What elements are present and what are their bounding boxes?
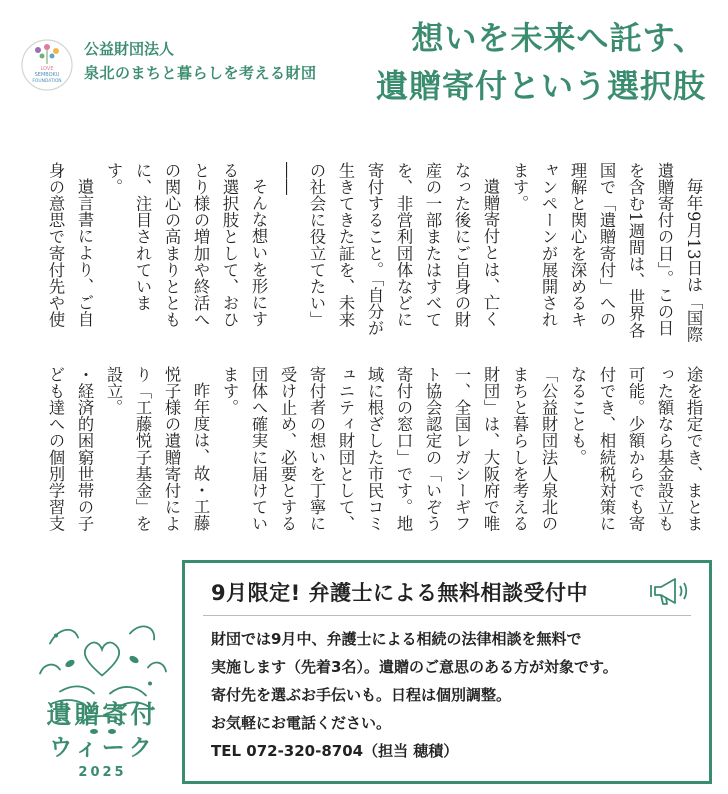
notice-line: 寄付先を選ぶお手伝いも。日程は個別調整。: [211, 686, 512, 704]
article-paragraph: 毎年9月13日は「国際遺贈寄付の日」。この日を含む1週間は、世界各国で「遺贈寄付」への理解と関心を深めるキャンペーンが展開されます。: [510, 162, 703, 343]
page-title: [376, 14, 706, 110]
notice-line: 実施します（先着3名）。遺贈のご意思のある方が対象です。: [211, 658, 618, 676]
headline-line2: 遺贈寄付という選択肢: [375, 67, 706, 105]
org-title: 泉北のまちと暮らしを考える財団: [84, 64, 317, 82]
megaphone-icon: [649, 573, 691, 609]
heart-icon: [85, 643, 119, 676]
article-body: [18, 162, 708, 547]
headline-line1: 想いを未来へ託す、: [411, 19, 706, 57]
notice-body: [211, 625, 695, 765]
notice-title: 9月限定! 弁護士による無料相談受付中: [211, 581, 588, 605]
article-paragraph: 「公益財団法人泉北のまちと暮らしを考える財団」は、大阪府で唯一、全国レガシーギフト協会認定の「いぞう寄付の窓口」です。地域に根ざした市民コミュニティ財団として、寄付者の想いを丁寧に受け止め、必要とする団体へ確実に届けています。: [220, 366, 558, 532]
phone-number: TEL 072-320-8704（担当 穂積）: [211, 742, 459, 760]
consultation-notice: [182, 560, 712, 784]
article-list-item: ・経済的困窮世帯の子ども達への個別学習支: [46, 366, 94, 532]
divider: [203, 615, 691, 616]
svg-text:SEMBOKU: SEMBOKU: [34, 72, 60, 78]
week-title: [30, 698, 175, 782]
foundation-logo: [20, 38, 74, 92]
week-year: 2025: [78, 765, 127, 780]
week-title-line1: 遺贈寄付: [46, 700, 159, 729]
organization-name: [84, 38, 317, 86]
article-paragraph: 昨年度は、故・工藤悦子様の遺贈寄付により「工藤悦子基金」を設立。: [104, 366, 210, 532]
article-paragraph: 遺贈寄付とは、亡くなった後にご自身の財産の一部またはすべてを、非営利団体などに寄付すること。「自分が生きてきた証を、未来の社会に役立てたい」――: [278, 162, 500, 337]
article-paragraph: そんな想いを形にする選択肢として、おひとり様の増加や終活への関心の高まりとともに、注目されています。: [104, 162, 268, 328]
week-title-line2: ウィーク: [49, 735, 156, 761]
article-paragraph: 遺言書により、ご自身の意思で寄付先や使途を指定でき、まとまった額なら基金設立も可能。少額からでも寄付でき、相続税対策になることも。: [46, 162, 703, 532]
svg-text:LOVE: LOVE: [40, 66, 54, 72]
org-type: 公益財団法人: [84, 40, 175, 58]
notice-line: お気軽にお電話ください。: [211, 714, 392, 732]
notice-line: 財団では9月中、弁護士による相続の法律相談を無料で: [211, 630, 582, 648]
flower-icon: [35, 44, 59, 64]
svg-text:FOUNDATION: FOUNDATION: [32, 79, 62, 84]
